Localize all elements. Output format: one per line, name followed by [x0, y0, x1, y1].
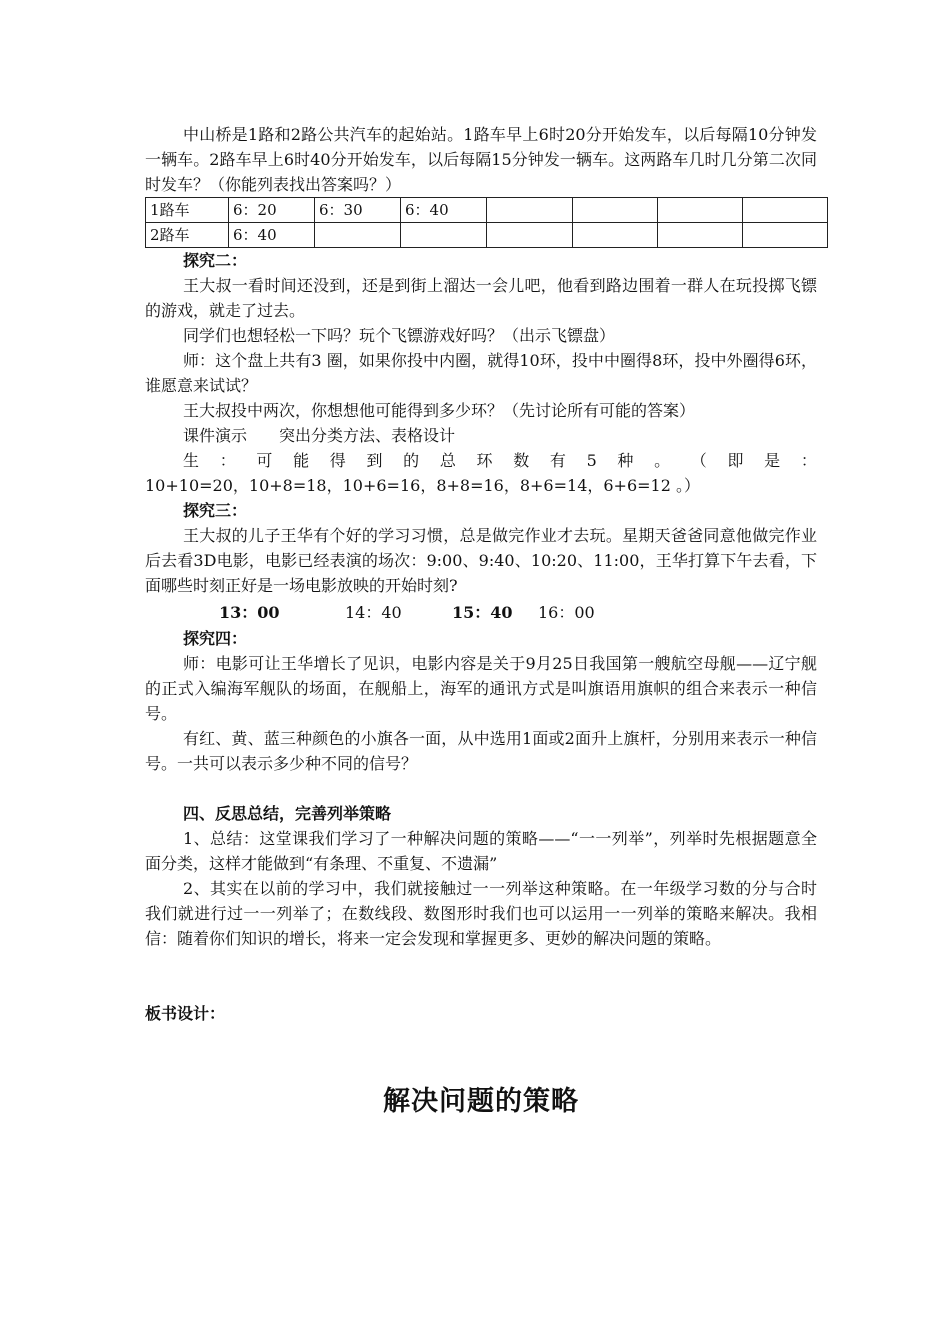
section2-heading: 探究二：: [183, 251, 248, 270]
answer-char: 得: [329, 451, 346, 470]
answer-char: 是: [764, 451, 781, 470]
summary-paragraph-2: 2、其实在以前的学习中，我们就接触过一一列举这种策略。在一年级学习数的分与合时我们就进行过一一列举了；在数线段、数图形时我们也可以运用一一列举的策略来解决。我相信：随着你们知识的增长，将来一定会发现和掌握更多、更妙的解决问题的策略。: [145, 879, 817, 948]
answer-char: 即: [727, 451, 744, 470]
section2-paragraph-1: 王大叔一看时间还没到，还是到街上溜达一会儿吧，他看到路边围着一群人在玩投掷飞镖的游戏，就走了过去。: [145, 276, 817, 320]
table-cell: [743, 223, 828, 248]
answer-char: ：: [219, 451, 236, 470]
table-cell: 6：30: [315, 198, 401, 223]
answer-char: ：: [800, 451, 817, 470]
answer-char: 能: [293, 451, 310, 470]
table-cell: [487, 198, 573, 223]
document-page: [145, 122, 817, 1120]
summary-paragraph-1: 1、总结：这堂课我们学习了一种解决问题的策略——“一一列举”，列举时先根据题意全面分类，这样才能做到“有条理、不重复、不遗漏”: [145, 829, 817, 873]
answer-char: 到: [366, 451, 383, 470]
section3-paragraph-1: 王大叔的儿子王华有个好的学习习惯，总是做完作业才去玩。星期天爸爸同意他做完作业后去看3D电影，电影已经表演的场次：9:00、9:40、10:20、11:00，王华打算下午去看，下面哪些时刻正好是一场电影放映的开始时刻?: [145, 526, 817, 595]
answer-char: 有: [549, 451, 566, 470]
section2-paragraph-2: 同学们也想轻松一下吗？玩个飞镖游戏好吗？（出示飞镖盘）: [183, 326, 616, 345]
candidate-times: [145, 600, 817, 626]
bus-schedule-table: [145, 197, 828, 248]
summary-heading: 四、反思总结，完善列举策略: [183, 804, 392, 823]
section3-heading: 探究三：: [183, 501, 248, 520]
answer-char: 种: [617, 451, 634, 470]
answer-char: （: [690, 451, 707, 470]
section2-paragraph-4: 王大叔投中两次，你想想他可能得到多少环？（先讨论所有可能的答案）: [183, 401, 696, 420]
answer-char: 数: [513, 451, 530, 470]
section4-paragraph-1: 师：电影可让王华增长了见识，电影内容是关于9月25日我国第一艘航空母舰——辽宁舰的正式入编海军舰队的场面，在舰船上，海军的通讯方式是叫旗语用旗帜的组合来表示一种信号。: [145, 654, 817, 723]
section4-heading: 探究四：: [183, 629, 248, 648]
section2-answer-list: 10+10=20，10+8=18，10+6=16，8+8=16，8+6=14，6+6=12 。）: [145, 476, 700, 495]
table-cell: [658, 223, 743, 248]
section4-paragraph-2: 有红、黄、蓝三种颜色的小旗各一面，从中选用1面或2面升上旗杆，分别用来表示一种信号。一共可以表示多少种不同的信号？: [145, 729, 817, 773]
time-option: 14：40: [345, 603, 402, 622]
table-cell: [487, 223, 573, 248]
table-cell: [658, 198, 743, 223]
table-cell: [573, 223, 658, 248]
answer-char: 环: [476, 451, 493, 470]
answer-char: 5: [586, 451, 597, 470]
section2-paragraph-5: 课件演示 突出分类方法、表格设计: [183, 426, 456, 445]
table-cell: [315, 223, 401, 248]
table-cell: 6：40: [401, 198, 487, 223]
time-option: 15：40: [452, 603, 513, 622]
board-design-label: 板书设计：: [145, 1004, 226, 1023]
answer-char: 生: [183, 451, 200, 470]
table-cell: [573, 198, 658, 223]
board-title: 解决问题的策略: [383, 1086, 579, 1117]
table-cell: [743, 198, 828, 223]
intro-paragraph: 中山桥是1路和2路公共汽车的起始站。1路车早上6时20分开始发车，以后每隔10分钟发一辆车。2路车早上6时40分开始发车，以后每隔15分钟发一辆车。这两路车几时几分第二次同时发车？（你能列表找出答案吗？）: [145, 125, 817, 194]
table-row: [146, 198, 828, 223]
time-option: 13：00: [219, 603, 280, 622]
answer-char: 可: [256, 451, 273, 470]
answer-char: 总: [439, 451, 456, 470]
table-cell: 2路车: [146, 223, 229, 248]
table-cell: 1路车: [146, 198, 229, 223]
answer-char: 。: [654, 451, 671, 470]
table-cell: 6：40: [229, 223, 315, 248]
table-cell: 6：20: [229, 198, 315, 223]
answer-char: 的: [403, 451, 420, 470]
time-option: 16：00: [538, 603, 595, 622]
section2-paragraph-3: 师：这个盘上共有3 圈，如果你投中内圈，就得10环，投中中圈得8环，投中外圈得6环，谁愿意来试试？: [145, 351, 817, 395]
section2-answer-line: [145, 448, 817, 473]
table-cell: [401, 223, 487, 248]
table-row: [146, 223, 828, 248]
